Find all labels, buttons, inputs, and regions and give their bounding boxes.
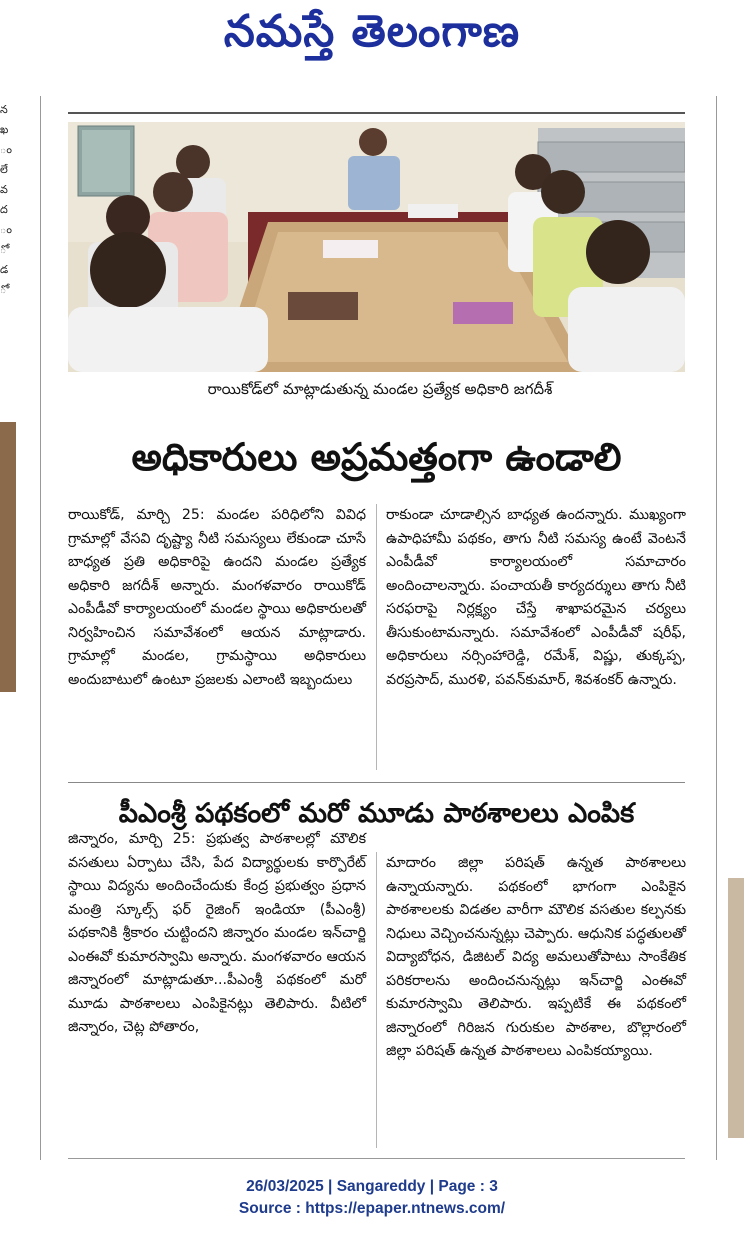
top-rule: [68, 112, 685, 114]
left-fragment-glyph: [0, 320, 16, 340]
article1-column-divider: [376, 504, 377, 770]
article1-column-1: రాయికోడ్, మార్చి 25: మండల పరిధిలోని వివిధ గ్రామాల్లో వేసవి దృష్ట్యా నీటి సమస్యలు లేకుండా చూసే బాధ్యత ప్రతి అధికారిపై ఉందని మండల ప్రత్యేక అధికారి జగదీశ్ అన్నారు. మంగళవారం రాయికోడ్ ఎంపీడీవో కార్యాలయంలో మండల స్థాయి అధికారులతో నిర్వహించిన సమావేశంలో ఆయన మాట్లాడారు. గ్రామాల్లో మండల, గ్రామస్థాయి అధికారులు అందుబాటులో ఉంటూ ప్రజలకు ఎలాంటి ఇబ్బందులు: [68, 507, 366, 688]
left-fragment-glyph: [0, 340, 16, 360]
article-separator: [68, 782, 685, 783]
left-photo-fragment: [0, 422, 16, 692]
meeting-photo: [68, 122, 685, 372]
left-fragment-glyph: ఖ: [0, 123, 9, 136]
footer-date-edition-page: 26/03/2025 | Sangareddy | Page : 3: [246, 1178, 498, 1195]
left-fragment-glyph: [0, 360, 16, 380]
left-fragment-glyph: ో: [0, 283, 7, 296]
left-fragment-glyph: ం: [0, 143, 12, 156]
left-frame-rule: [40, 96, 41, 1160]
left-fragment-glyph: లే: [0, 163, 8, 176]
photo-caption: రాయికోడ్‌లో మాట్లాడుతున్న మండల ప్రత్యేక అధికారి జగదీశ్: [207, 380, 553, 398]
meeting-photo-illustration: [68, 122, 685, 372]
article2-column-1: జిన్నారం, మార్చి 25: ప్రభుత్వ పాఠశాలల్లో మౌలిక వసతులు ఏర్పాటు చేసి, పేద విద్యార్థులకు కార్పొరేట్ స్థాయి విద్యను అందించేందుకు కేంద్ర ప్రభుత్వం ప్రధాన మంత్రి స్కూల్స్ ఫర్ రైజింగ్ ఇండియా (పీఎంశ్రీ) పథకానికి శ్రీకారం చుట్టిందని జిన్నారం మండల ఇన్‌చార్జి ఎంఈవో కుమారస్వామి అన్నారు. మంగళవారం ఆయన జిన్నారంలో మాట్లాడుతూ...పీఎంశ్రీ పథకంలో మరో మూడు పాఠశాలలు ఎంపికైనట్లు తెలిపారు. వీటిలో జిన్నారం, చెట్ల పోతారం,: [68, 831, 366, 1035]
left-fragment-glyph: [0, 400, 16, 420]
left-adjacent-column: [0, 100, 16, 1160]
article2-column-2: మాదారం జిల్లా పరిషత్ ఉన్నత పాఠశాలలు ఉన్నాయన్నారు. పథకంలో భాగంగా ఎంపికైన పాఠశాలలకు విడతల వారీగా మౌలిక వసతుల కల్పనకు నిధులు వెచ్చించనున్నట్లు చెప్పారు. ఆధునిక పద్ధతులతో విద్యాబోధన, డిజిటల్ విద్య అమలుతోపాటు సాంకేతిక పరికరాలను అందించనున్నట్లు ఇన్‌చార్జి ఎంఈవో కుమారస్వామి తెలిపారు. ఇప్పటికే ఈ పథకంలో జిన్నారంలో గిరిజన గురుకుల పాఠశాల, బొల్లారంలో జిల్లా పరిషత్ ఉన్నత పాఠశాలలు ఎంపికయ్యాయి.: [386, 855, 686, 1059]
article2-headline: పీఎంశ్రీ పథకంలో మరో మూడు పాఠశాలలు ఎంపిక: [118, 798, 635, 829]
newspaper-masthead: [0, 0, 744, 80]
article1-column-2: రాకుండా చూడాల్సిన బాధ్యత ఉందన్నారు. ముఖ్యంగా ఉపాధిహామీ పథకం, తాగు నీటి సమస్య ఉంటే వెంటనే ఎంపీడీవో కార్యాలయంలో సమాచారం అందించాలన్నారు. పంచాయతీ కార్యదర్శులు తాగు నీటి సరఫరాపై నిర్లక్ష్యం చేస్తే శాఖాపరమైన చర్యలు తీసుకుంటామన్నారు. సమావేశంలో ఎంపీడీవో షరీఫ్, అధికారులు నర్సింహారెడ్డి, రమేశ్, విష్ణు, తుక్కప్ప, వరప్రసాద్, మురళి, పవన్‌కుమార్, శివశంకర్ ఉన్నారు.: [386, 507, 686, 688]
left-fragment-glyph: వ: [0, 183, 8, 196]
left-fragment-glyph: ో: [0, 243, 7, 256]
article1-headline: అధికారులు అప్రమత్తంగా ఉండాలి: [131, 435, 622, 479]
left-fragment-glyph: [0, 380, 16, 400]
footer-source-link[interactable]: Source : https://epaper.ntnews.com/: [238, 1200, 506, 1217]
right-frame-rule: [716, 96, 717, 1160]
bottom-rule: [68, 1158, 685, 1159]
left-fragment-glyph: న: [0, 103, 8, 116]
source-footer: [0, 1176, 744, 1220]
left-fragment-glyph: ం: [0, 223, 12, 236]
article2-column-divider: [376, 852, 377, 1148]
masthead-title: నమస్తే తెలంగాణ: [223, 6, 521, 57]
left-fragment-glyph: [0, 300, 16, 320]
right-photo-fragment: [728, 878, 744, 1138]
left-fragment-glyph: డ: [0, 263, 9, 276]
right-adjacent-column: [724, 100, 744, 1160]
left-fragment-glyph: ద: [0, 203, 8, 216]
